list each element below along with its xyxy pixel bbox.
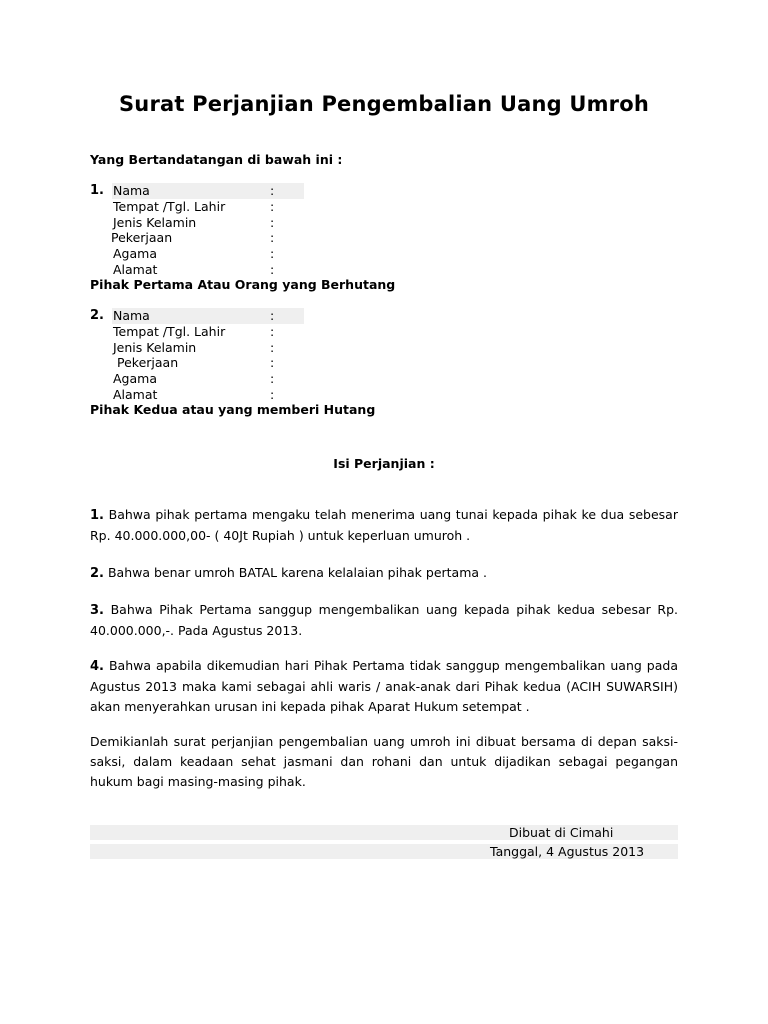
party-2-fields — [112, 308, 304, 403]
clause-number: 4. — [90, 659, 104, 674]
field-label: Alamat — [113, 386, 158, 402]
party-2-number: 2. — [90, 308, 104, 323]
field-colon: : — [270, 230, 275, 246]
field-label: Pekerjaan — [117, 355, 179, 371]
field-colon: : — [270, 183, 275, 198]
party-2-field-row — [112, 308, 304, 324]
field-colon: : — [270, 323, 275, 339]
party-2-field-row — [112, 340, 304, 356]
field-label: Alamat — [113, 261, 158, 277]
signature-place: Dibuat di Cimahi — [509, 825, 614, 840]
clause-text: Bahwa benar umroh BATAL karena kelalaian pihak pertama . — [107, 565, 487, 580]
field-label: Nama — [113, 308, 150, 323]
party-2-field-row — [112, 387, 304, 403]
field-label: Tempat /Tgl. Lahir — [113, 198, 226, 214]
party-1-field-row — [112, 183, 304, 199]
clause-number: 3. — [90, 603, 104, 618]
field-colon: : — [270, 355, 275, 371]
field-label: Pekerjaan — [111, 230, 173, 246]
field-label: Nama — [113, 183, 150, 198]
clause-2 — [90, 563, 678, 584]
field-label: Agama — [113, 246, 157, 262]
clause-text: Bahwa Pihak Pertama sanggup mengembalikan uang kepada pihak kedua sebesar Rp. 40.000.000,-. Pada Agustus 2013. — [90, 602, 678, 638]
field-label: Agama — [113, 371, 157, 387]
field-label: Jenis Kelamin — [113, 339, 197, 355]
party-1-fields — [112, 183, 304, 278]
closing-paragraph: Demikianlah surat perjanjian pengembalian uang umroh ini dibuat bersama di depan saksi-saksi, dalam keadaan sehat jasmani dan rohani dan untuk dijadikan sebagai pegangan hukum bagi masing-masing pihak. — [90, 734, 678, 789]
party-1-field-row — [112, 230, 304, 246]
field-colon: : — [270, 214, 275, 230]
clause-4 — [90, 656, 678, 717]
field-colon: : — [270, 386, 275, 402]
clause-text: Bahwa apabila dikemudian hari Pihak Pertama tidak sanggup mengembalikan uang pada Agustus 2013 maka kami sebagai ahli waris / anak-anak dari Pihak kedua (ACIH SUWARSIH) akan menyerahkan urusan ini kepada pihak Aparat Hukum setempat . — [90, 658, 678, 714]
field-colon: : — [270, 198, 275, 214]
clause-number: 1. — [90, 508, 104, 523]
party-2-caption: Pihak Kedua atau yang memberi Hutang — [90, 402, 376, 417]
clause-number: 2. — [90, 566, 104, 581]
field-label: Tempat /Tgl. Lahir — [113, 323, 226, 339]
party-1-number: 1. — [90, 183, 104, 198]
clause-3 — [90, 600, 678, 641]
field-colon: : — [270, 308, 275, 323]
field-colon: : — [270, 246, 275, 262]
party-1-field-row — [112, 215, 304, 231]
field-colon: : — [270, 371, 275, 387]
party-1-field-row — [112, 246, 304, 262]
clause-text: Bahwa pihak pertama mengaku telah menerima uang tunai kepada pihak ke dua sebesar Rp. 40.000.000,00- ( 40Jt Rupiah ) untuk keperluan umuroh . — [90, 507, 678, 543]
party-1-field-row — [112, 199, 304, 215]
intro-text: Yang Bertandatangan di bawah ini : — [90, 152, 343, 167]
field-label: Jenis Kelamin — [113, 214, 197, 230]
document-title: Surat Perjanjian Pengembalian Uang Umroh — [118, 92, 650, 116]
signature-date: Tanggal, 4 Agustus 2013 — [490, 844, 645, 859]
party-2-field-row — [112, 371, 304, 387]
clause-1 — [90, 505, 678, 546]
party-1-field-row — [112, 262, 304, 278]
party-2-field-row — [112, 324, 304, 340]
section-title: Isi Perjanjian : — [333, 456, 435, 471]
party-1-caption: Pihak Pertama Atau Orang yang Berhutang — [90, 277, 396, 292]
field-colon: : — [270, 261, 275, 277]
field-colon: : — [270, 339, 275, 355]
party-2-field-row — [112, 355, 304, 371]
